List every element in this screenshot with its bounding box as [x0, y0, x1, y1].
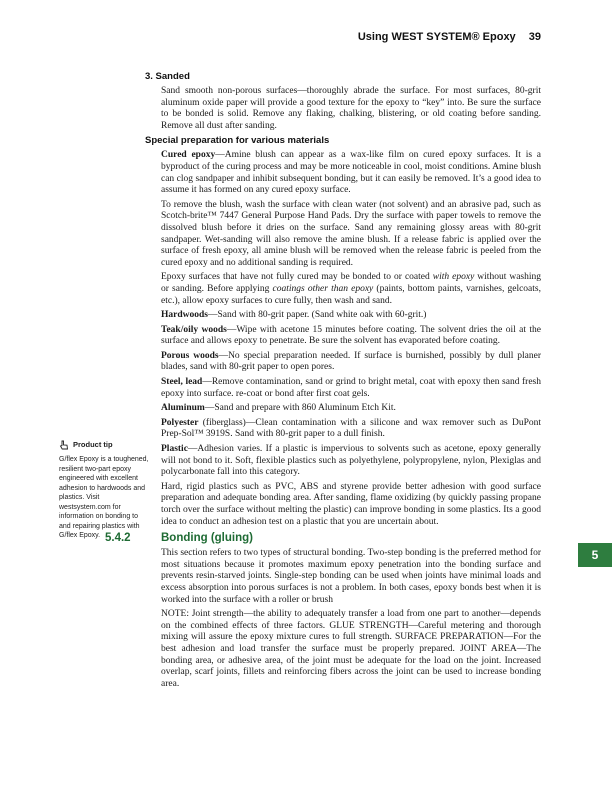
teak-text: —Wipe with acetone 15 minutes before coating. The solvent dries the oil at the surface and allows epoxy to penetrate. Be sure the solvent has evaporated before coating.: [161, 324, 541, 347]
uncured-emphasis-1: with epoxy: [432, 272, 475, 283]
plastic-paragraph: [161, 444, 541, 479]
term-plastic: Plastic: [161, 444, 188, 455]
uncured-text-3: (paints, bottom paints, varnishes, gelcoats, etc.), allow epoxy surfaces to cure fully, then wash and sand.: [161, 283, 541, 306]
term-steel-lead: Steel, lead: [161, 377, 203, 388]
uncured-emphasis-2: coatings other than epoxy: [272, 283, 374, 294]
term-aluminum: Aluminum: [161, 403, 205, 414]
aluminum-text: —Sand and prepare with 860 Aluminum Etch Kit.: [204, 403, 396, 414]
uncured-text-2: without washing or sanding. Before applying: [161, 272, 542, 294]
hard-plastics-paragraph: Hard, rigid plastics such as PVC, ABS and styrene provide better adhesion with good surface preparation and adequate bonding area. After sanding, flame oxidizing (by quickly passing propane torch over the surface without melting the plastic) can improve bonding in some plastics. Its a good idea to conduct an adhesion test on a plastic that you are uncertain about.: [161, 481, 541, 527]
term-porous-woods: Porous woods: [161, 350, 219, 361]
hardwoods-paragraph: [161, 310, 541, 322]
cured-epoxy-paragraph: [161, 150, 541, 196]
product-tip-heading: [59, 440, 151, 450]
special-prep-heading: Special preparation for various materials: [145, 135, 330, 147]
sanded-heading: 3. Sanded: [145, 71, 190, 82]
term-cured-epoxy: Cured epoxy: [161, 150, 216, 161]
cured-epoxy-text: —Amine blush can appear as a wax-like film on cured epoxy surfaces. It is a byproduct of the curing process and may be more noticeable in cool, moist conditions. Amine blush can clog sandpaper and inhibit subsequent bonding, but it can easily be removed. It’s a good idea to assume it has formed on any cured epoxy surface.: [161, 150, 541, 196]
term-polyester: Polyester: [161, 417, 199, 428]
page-number: 39: [528, 31, 541, 43]
term-teak: Teak/oily woods: [161, 324, 227, 335]
sanded-paragraph: Sand smooth non-porous surfaces—thoroughly abrade the surface. For most surfaces, 80-grit aluminum oxide paper will provide a good texture for the epoxy to “key” into. Be sure the surface to be bonded is solid. Remove any flaking, chalking, blistering, or old coating before sanding. Remove all dust after sanding.: [161, 86, 541, 131]
section-title: Bonding (gluing): [161, 532, 253, 545]
porous-woods-paragraph: [161, 351, 541, 374]
section-heading: [105, 532, 541, 544]
polyester-paragraph: [161, 418, 541, 441]
running-title: Using WEST SYSTEM® Epoxy: [357, 31, 516, 43]
steel-lead-paragraph: [161, 377, 541, 400]
steel-lead-text: —Remove contamination, sand or grind to bright metal, coat with epoxy then sand fresh epoxy into surface. re-coat or bond after first coat gels.: [161, 377, 541, 399]
bonding-note-paragraph: NOTE: Joint strength—the ability to adequately transfer a load from one part to another—depends on the combined effects of three factors. GLUE STRENGTH—Careful metering and thorough mixing will assure the epoxy mixture cures to full strength. SURFACE PREPARATION—For the best adhesion and load transfer the surface must be properly prepared. JOINT AREA—The bonding area, or adhesive area, of the joint must be adequate for the load on the joint. Increased overlap, scarf joints, fillets and reinforcing fibers across the joint can be used to increase bonding area.: [161, 609, 541, 689]
chapter-tab: 5: [578, 543, 612, 567]
aluminum-paragraph: [161, 403, 541, 415]
section-number: 5.4.2: [105, 532, 131, 545]
plastic-text: —Adhesion varies. If a plastic is impervious to solvents such as acetone, epoxy generally will not bond to it. Soft, flexible plastics such as polyethylene, polypropylene, nylon, Plexiglas and polycarbonate fall into this category.: [161, 444, 541, 478]
porous-woods-text: —No special preparation needed. If surface is burnished, possibly by dull planer blades, sand with 80-grit paper to open pores.: [161, 350, 541, 373]
blush-removal-paragraph: To remove the blush, wash the surface with clean water (not solvent) and an abrasive pad, such as Scotch-brite™ 7447 General Purpose Hand Pads. Dry the surface with paper towels to remove the dissolved blush before it dries on the surface. Sand any remaining glossy areas with 80-grit sandpaper. Wet-sanding will also remove the amine blush. If a release fabric is applied over the surface of fresh epoxy, all amine blush will be removed when the release fabric is peeled from the cured epoxy and no additional sanding is required.: [161, 199, 541, 268]
bonding-intro-paragraph: This section refers to two types of structural bonding. Two-step bonding is the preferred method for most situations because it promotes maximum epoxy penetration into the bonding surface and prevents resin-starved joints. Single-step bonding can be used when joints have minimal loads and excess absorption into porous surfaces is not a problem. In both cases, epoxy bonds best when it is worked into the surface with a roller or brush: [161, 548, 541, 605]
term-hardwoods: Hardwoods: [161, 310, 208, 321]
product-tip-text: G/flex Epoxy is a toughened, resilient two-part epoxy engineered with excellent adhesion to hardwoods and plastics. Visit westsystem.com for information on bonding to and repairing plastics with G/flex Epoxy.: [59, 456, 149, 539]
hardwoods-text: —Sand with 80-grit paper. (Sand white oak with 60-grit.): [207, 310, 427, 321]
teak-paragraph: [161, 325, 541, 348]
uncured-text-1: Epoxy surfaces that have not fully cured may be bonded to or coated: [161, 272, 433, 283]
product-tip-sidebar: [59, 440, 151, 541]
product-tip-title: Product tip: [73, 440, 113, 450]
hand-pointer-icon: [59, 440, 69, 450]
page-header: [358, 31, 541, 43]
main-content: [105, 71, 542, 693]
polyester-text: (fiberglass)—Clean contamination with a silicone and wax remover such as DuPont Prep-Sol™ 3919S. Sand with 80-grit paper to a dull finish.: [161, 417, 541, 440]
uncured-epoxy-paragraph: [161, 272, 541, 307]
